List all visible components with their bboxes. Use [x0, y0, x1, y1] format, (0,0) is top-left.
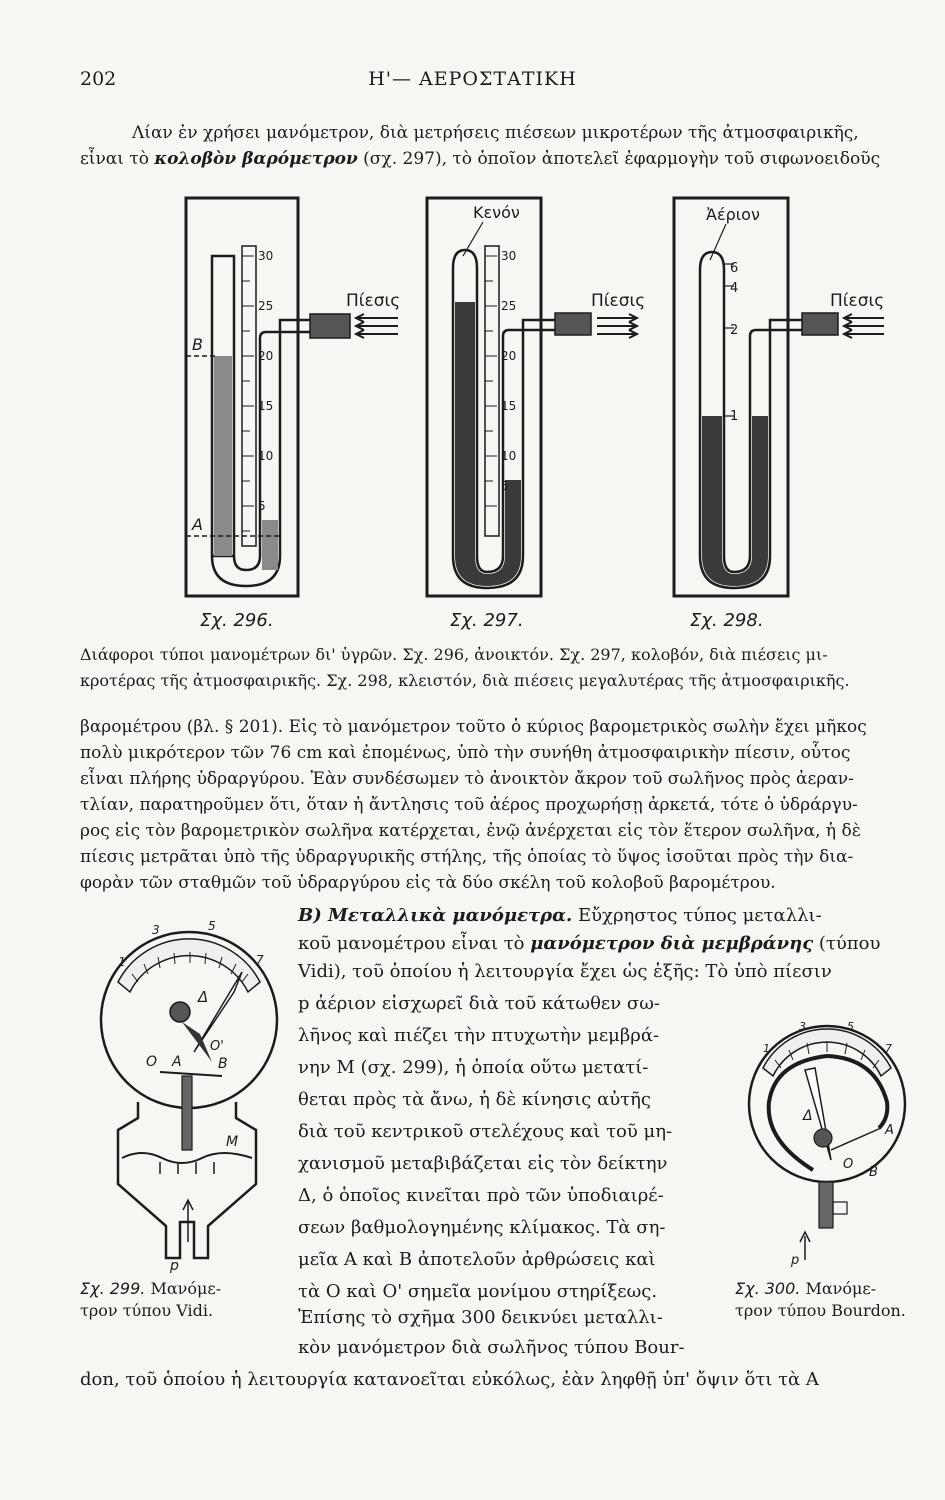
fig299-caption-text-1: Μανόμε- — [145, 1279, 222, 1298]
metal-line-1 — [298, 904, 925, 928]
intro-line-2-pre: εἶναι τὸ — [80, 149, 155, 169]
metal-mid-line: κὸν μανόμετρον διὰ σωλῆνος τύπου Bour- — [298, 1337, 685, 1358]
figure-299 — [82, 912, 292, 1272]
fig299-label-M: M — [226, 1134, 239, 1150]
metal-last-line: don, τοῦ ὁποίου ἡ λειτουργία κατανοεῖται εὐκόλως, ἐὰν ληφθῇ ὑπ' ὄψιν ὅτι τὰ Α — [80, 1369, 819, 1390]
fig299-label-O2: O' — [210, 1039, 224, 1054]
metal-line-1-text: Εὔχρηστος τύπος μεταλλι- — [572, 905, 822, 926]
fig297-mercury-left — [455, 302, 475, 556]
body-line: ρος εἰς τὸν βαρομετρικὸν σωλῆνα κατέρχεται, ἐνῷ ἀνέρχεται εἰς τὸν ἕτερον σωλῆνα, ἡ δὲ — [80, 821, 861, 841]
fig297-tick-label: 10 — [501, 449, 517, 463]
fig297-tick-label: 15 — [501, 399, 517, 413]
figure-298 — [670, 190, 900, 600]
fig298-caption: Σχ. 298. — [690, 610, 764, 631]
fig300-caption — [735, 1278, 925, 1322]
metal-mid-line: Ἐπίσης τὸ σχῆμα 300 δεικνύει μεταλλι- — [298, 1307, 663, 1328]
metal-mid-line: τὰ Ο καὶ Ο' σημεῖα μονίμου στηρίξεως. — [298, 1281, 658, 1302]
metal-line-2 — [298, 932, 925, 956]
fig296-scale — [242, 246, 256, 546]
metal-line-3: Vidi), τοῦ ὁποίου ἡ λειτουργία ἔχει ὡς ἑξῆς: Τὸ ὑπὸ πίεσιν — [298, 961, 832, 982]
fig297-tick-label: 20 — [501, 349, 517, 363]
fig300-inlet — [819, 1182, 833, 1228]
page-number: 202 — [80, 68, 117, 90]
fig298-hose — [802, 313, 838, 335]
fig296-tick-label: 30 — [258, 249, 274, 263]
figcaption-top-line-2: κροτέρας τῆς ἀτμοσφαιρικῆς. Σχ. 298, κλειστόν, διὰ πιέσεις μεγαλυτέρας τῆς ἀτμοσφαιρικῆς. — [80, 671, 850, 690]
fig298-tick-label: 1 — [730, 409, 739, 424]
figure-296 — [180, 190, 405, 600]
fig299-label-p: p — [170, 1258, 179, 1274]
metal-mid-line: διὰ τοῦ κεντρικοῦ στελέχους καὶ τοῦ μη- — [298, 1121, 673, 1142]
fig296-tick-label: 20 — [258, 349, 274, 363]
metal-mid-line: θεται πρὸς τὰ ἄνω, ἡ δὲ κίνησις αὐτῆς — [298, 1089, 651, 1110]
fig300-label-A: A — [885, 1123, 894, 1138]
body-line: πίεσις μετρᾶται ὑπὸ τῆς ὑδραργυρικῆς στήλης, τῆς ὁποίας τὸ ὕψος ἰσοῦται πρὸς τὴν δια- — [80, 847, 854, 867]
fig297-tick-label: 25 — [501, 299, 517, 313]
metal-mid-line: σεων βαθμολογημένης κλίμακος. Τὰ ση- — [298, 1217, 666, 1238]
fig299-label-delta: Δ — [198, 988, 209, 1006]
metal-mid-line: μεῖα Α καὶ Β ἀποτελοῦν ἀρθρώσεις καὶ — [298, 1249, 656, 1270]
fig296-tick-label: 5 — [258, 499, 266, 513]
body-line: πολὺ μικρότερον τῶν 76 cm καὶ ἐπομένως, ὑπὸ τὴν συνήθη ἀτμοσφαιρικὴν πίεσιν, οὗτος — [80, 743, 851, 763]
fig300-caption-text-1: Μανόμε- — [800, 1279, 877, 1298]
metal-emphasis: μανόμετρον διὰ μεμβράνης — [530, 933, 814, 954]
metal-mid-line: λῆνος καὶ πιέζει τὴν πτυχωτὴν μεμβρά- — [298, 1025, 660, 1046]
fig299-membrane — [122, 1153, 252, 1163]
body-line: εἶναι πλήρης ὑδραργύρου. Ἐὰν συνδέσωμεν τὸ ἀνοικτὸν ἄκρον τοῦ σωλῆνος πρὸς ἀεραν- — [80, 769, 854, 789]
fig296-label-A: A — [192, 515, 203, 534]
fig296-hose — [310, 314, 350, 338]
fig297-vacuum-label: Κενόν — [473, 203, 520, 222]
fig299-label-B: B — [218, 1056, 228, 1072]
metal-line-2-pre: κοῦ μανομέτρου εἶναι τὸ — [298, 933, 531, 954]
fig299-label-O: O — [146, 1054, 158, 1070]
fig300-bourdon-tube — [769, 1056, 888, 1170]
metal-mid-line: Δ, ὁ ὁποῖος κινεῖται πρὸ τῶν ὑποδιαιρέ- — [298, 1185, 664, 1206]
fig300-label-O: O — [843, 1157, 854, 1172]
fig297-tick-label: 30 — [501, 249, 517, 263]
fig296-tick-label: 15 — [258, 399, 274, 413]
fig300-scale-label: 1 — [763, 1042, 770, 1055]
fig297-hose — [555, 313, 591, 335]
fig296-tick-label: 10 — [258, 449, 274, 463]
fig297-scale — [485, 246, 499, 536]
fig300-scale-label: 3 — [799, 1020, 806, 1033]
fig296-pressure-label: Πίεσις — [346, 291, 401, 311]
fig298-mercury-left — [702, 416, 722, 556]
body-line: βαρομέτρου (βλ. § 201). Εἰς τὸ μανόμετρον τοῦτο ὁ κύριος βαρομετρικὸς σωλὴν ἔχει μῆκος — [80, 717, 867, 737]
fig300-gear — [814, 1129, 832, 1147]
body-line: τλίαν, παρατηροῦμεν ὅτι, ὅταν ἡ ἄντλησις τοῦ ἀέρος προχωρήσῃ ἀρκετά, τότε ὁ ὑδράργυ- — [80, 795, 858, 815]
fig300-label-p: p — [791, 1253, 800, 1268]
fig300-scale-label: 7 — [885, 1042, 892, 1055]
fig300-scale-arc — [763, 1029, 891, 1076]
fig299-scale-label: 7 — [256, 953, 264, 967]
fig300-label-B: B — [869, 1165, 878, 1180]
metal-heading: Β) Μεταλλικὰ μανόμετρα. — [298, 905, 573, 926]
metal-mid-line: p ἀέριον εἰσχωρεῖ διὰ τοῦ κάτωθεν σω- — [298, 993, 660, 1014]
fig298-tick-label: 2 — [730, 323, 739, 338]
intro-line-2 — [80, 146, 920, 172]
fig298-gas-label: Ἀέριον — [706, 205, 760, 224]
fig299-gear — [170, 1002, 190, 1022]
intro-line-1: Λίαν ἐν χρήσει μανόμετρον, διὰ μετρήσεις πιέσεων μικροτέρων τῆς ἀτμοσφαιρικῆς, — [132, 123, 859, 143]
fig299-caption — [80, 1278, 290, 1322]
fig300-scale-label: 5 — [847, 1020, 854, 1033]
fig299-caption-label: Σχ. 299. — [80, 1279, 146, 1298]
metal-mid-line: νην Μ (σχ. 299), ἡ ὁποία οὕτω μετατί- — [298, 1057, 649, 1078]
running-title: Η'— ΑΕΡΟΣΤΑΤΙΚΗ — [368, 68, 577, 90]
fig299-scale-label: 5 — [208, 919, 216, 933]
fig298-tick-label: 6 — [730, 261, 739, 276]
fig297-tick-label: 5 — [501, 479, 509, 493]
body-line: φορὰν τῶν σταθμῶν τοῦ ὑδραργύρου εἰς τὰ δύο σκέλη τοῦ κολοβοῦ βαρομέτρου. — [80, 873, 776, 893]
fig298-pressure-label: Πίεσις — [830, 291, 885, 311]
figure-297 — [425, 190, 655, 600]
fig296-mercury-left — [214, 356, 232, 556]
fig300-caption-text-2: τρον τύπου Bourdon. — [735, 1301, 906, 1320]
metal-mid-line: χανισμοῦ μεταβιβάζεται εἰς τὸν δείκτην — [298, 1153, 668, 1174]
fig299-scale-label: 3 — [152, 923, 160, 937]
fig299-caption-text-2: τρον τύπου Vidi. — [80, 1301, 214, 1320]
fig296-caption: Σχ. 296. — [200, 610, 274, 631]
fig300-label-delta: Δ — [803, 1108, 813, 1124]
fig299-label-A: A — [172, 1054, 182, 1070]
fig297-pressure-label: Πίεσις — [591, 291, 646, 311]
fig300-caption-label: Σχ. 300. — [735, 1279, 801, 1298]
fig299-stem — [182, 1076, 192, 1150]
fig296-tick-label: 25 — [258, 299, 274, 313]
intro-emphasis: κολοβὸν βαρόμετρον — [154, 149, 358, 169]
figure-300 — [735, 1010, 920, 1268]
fig299-scale-label: 1 — [118, 955, 126, 969]
fig297-caption: Σχ. 297. — [450, 610, 524, 631]
fig296-label-B: B — [192, 335, 203, 354]
figcaption-top-line-1: Διάφοροι τύποι μανομέτρων δι' ὑγρῶν. Σχ. 296, ἀνοικτόν. Σχ. 297, κολοβόν, διὰ πιέσεις μι- — [80, 645, 828, 664]
fig298-tick-label: 4 — [730, 281, 739, 296]
metal-line-2-post: (τύπου — [813, 933, 881, 954]
intro-line-2-post: (σχ. 297), τὸ ὁποῖον ἀποτελεῖ ἐφαρμογὴν τοῦ σιφωνοειδοῦς — [357, 149, 881, 169]
